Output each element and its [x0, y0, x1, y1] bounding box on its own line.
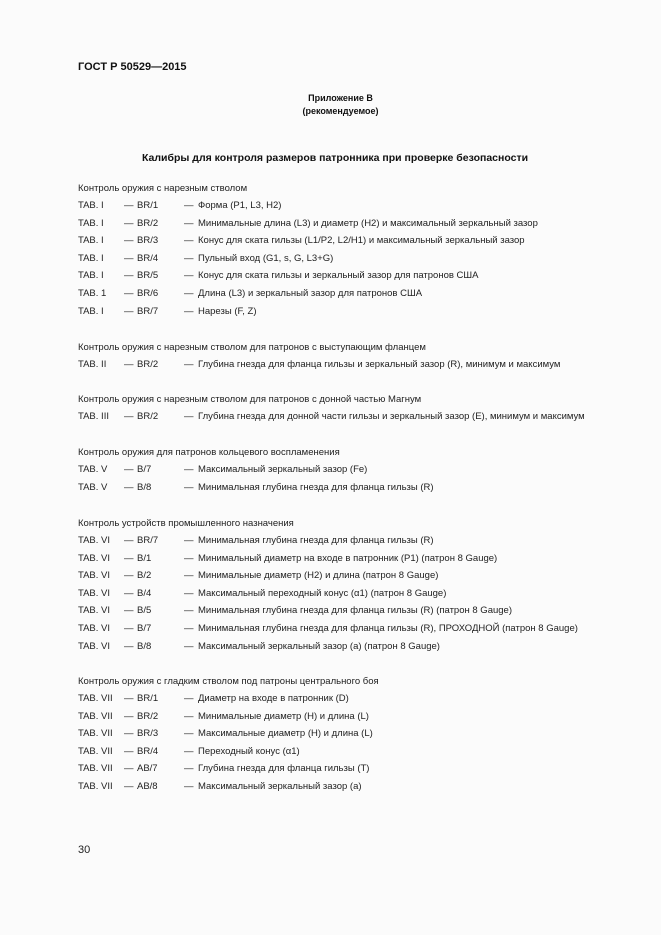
dash-separator: — [184, 745, 194, 757]
dash-separator: — [124, 640, 134, 652]
dash-separator: — [124, 710, 134, 722]
gauge-description: Максимальный переходный конус (α1) (патрон 8 Gauge) [198, 587, 447, 599]
section-heading: Контроль оружия с нарезным стволом [78, 183, 248, 194]
gauge-description: Диаметр на входе в патронник (D) [198, 693, 349, 704]
dash-separator: — [184, 411, 194, 422]
dash-separator: — [184, 570, 194, 582]
table-ref: TAB. V [78, 464, 108, 475]
gauge-code: BR/1 [137, 693, 159, 704]
dash-separator: — [124, 270, 134, 282]
gauge-code: B/2 [137, 570, 152, 582]
gauge-description: Конус для ската гильзы (L1/P2, L2/H1) и максимальный зеркальный зазор [198, 235, 525, 247]
gauge-code: BR/4 [137, 252, 159, 264]
dash-separator: — [184, 728, 194, 740]
document-title: Калибры для контроля размеров патронника при проверке безопасности [142, 152, 529, 164]
gauge-code: BR/1 [137, 200, 159, 211]
gauge-code: B/8 [137, 640, 152, 652]
appendix-title: Приложение В [308, 93, 373, 103]
table-ref: TAB. I [78, 217, 104, 229]
dash-separator: — [184, 693, 194, 704]
dash-separator: — [124, 745, 134, 757]
dash-separator: — [184, 552, 194, 564]
gauge-description: Переходный конус (α1) [198, 745, 300, 757]
dash-separator: — [124, 587, 134, 599]
table-ref: TAB. 1 [78, 288, 107, 299]
gauge-code: BR/6 [137, 288, 159, 299]
gauge-description: Нарезы (F, Z) [198, 305, 257, 317]
dash-separator: — [184, 288, 194, 299]
dash-separator: — [184, 359, 194, 370]
gauge-description: Минимальные длина (L3) и диаметр (H2) и максимальный зеркальный зазор [198, 217, 538, 229]
dash-separator: — [124, 693, 134, 704]
dash-separator: — [124, 605, 134, 617]
table-ref: TAB. VI [78, 587, 111, 599]
gauge-code: BR/3 [137, 728, 159, 740]
table-ref: TAB. V [78, 481, 108, 493]
table-ref: TAB. VI [78, 605, 111, 617]
section-heading: Контроль устройств промышленного назначения [78, 518, 294, 529]
dash-separator: — [124, 464, 134, 475]
dash-separator: — [124, 570, 134, 582]
table-ref: TAB. I [78, 200, 104, 211]
table-ref: TAB. I [78, 305, 104, 317]
gauge-code: B/5 [137, 605, 152, 617]
dash-separator: — [124, 411, 134, 422]
appendix-block [0, 92, 661, 118]
gauge-description: Минимальная глубина гнезда для фланца гильзы (R) (патрон 8 Gauge) [198, 605, 512, 617]
gauge-code: B/7 [137, 464, 152, 475]
table-ref: TAB. VII [78, 728, 113, 740]
dash-separator: — [184, 235, 194, 247]
dash-separator: — [184, 640, 194, 652]
dash-separator: — [184, 710, 194, 722]
dash-separator: — [184, 217, 194, 229]
gauge-description: Глубина гнезда для фланца гильзы и зеркальный зазор (R), минимум и максимум [198, 359, 561, 370]
dash-separator: — [184, 305, 194, 317]
table-ref: TAB. I [78, 235, 104, 247]
table-ref: TAB. II [78, 359, 107, 370]
gauge-description: Минимальные диаметр (H) и длина (L) [198, 710, 369, 722]
gauge-code: AB/8 [137, 781, 158, 792]
dash-separator: — [124, 535, 134, 546]
gauge-code: BR/5 [137, 270, 159, 282]
gauge-code: B/1 [137, 552, 152, 564]
table-ref: TAB. I [78, 252, 104, 264]
table-ref: TAB. VII [78, 745, 113, 757]
dash-separator: — [124, 217, 134, 229]
gauge-code: BR/2 [137, 710, 159, 722]
table-ref: TAB. III [78, 411, 109, 422]
gauge-description: Минимальная глубина гнезда для фланца гильзы (R) [198, 481, 434, 493]
section-heading: Контроль оружия с нарезным стволом для патронов с выступающим фланцем [78, 342, 426, 353]
dash-separator: — [184, 481, 194, 493]
gauge-description: Минимальная глубина гнезда для фланца гильзы (R), ПРОХОДНОЙ (патрон 8 Gauge) [198, 623, 578, 634]
gauge-description: Максимальный зеркальный зазор (a) (патрон 8 Gauge) [198, 640, 440, 652]
dash-separator: — [124, 728, 134, 740]
dash-separator: — [184, 200, 194, 211]
gauge-description: Длина (L3) и зеркальный зазор для патронов США [198, 288, 423, 299]
gauge-description: Максимальный зеркальный зазор (Fe) [198, 464, 368, 475]
gauge-description: Конус для ската гильзы и зеркальный зазор для патронов США [198, 270, 479, 282]
table-ref: TAB. VII [78, 693, 113, 704]
dash-separator: — [124, 252, 134, 264]
section-heading: Контроль оружия с нарезным стволом для патронов с донной частью Магнум [78, 394, 422, 405]
dash-separator: — [184, 623, 194, 634]
table-ref: TAB. VII [78, 710, 113, 722]
gauge-code: BR/7 [137, 305, 159, 317]
dash-separator: — [184, 464, 194, 475]
dash-separator: — [124, 235, 134, 247]
gauge-code: AB/7 [137, 763, 158, 775]
gauge-code: BR/7 [137, 535, 159, 546]
gauge-code: BR/3 [137, 235, 159, 247]
gauge-code: BR/2 [137, 359, 159, 370]
dash-separator: — [124, 763, 134, 775]
section-heading: Контроль оружия с гладким стволом под патроны центрального боя [78, 676, 379, 687]
gauge-code: B/8 [137, 481, 152, 493]
gauge-code: BR/4 [137, 745, 159, 757]
table-ref: TAB. VI [78, 570, 111, 582]
appendix-note: (рекомендуемое) [302, 106, 379, 116]
dash-separator: — [124, 200, 134, 211]
dash-separator: — [124, 288, 134, 299]
table-ref: TAB. VI [78, 552, 111, 564]
dash-separator: — [184, 587, 194, 599]
gauge-description: Минимальный диаметр на входе в патронник (P1) (патрон 8 Gauge) [198, 552, 498, 564]
table-ref: TAB. VI [78, 623, 111, 634]
page-number: 30 [78, 844, 91, 856]
gauge-description: Минимальная глубина гнезда для фланца гильзы (R) [198, 535, 434, 546]
dash-separator: — [124, 623, 134, 634]
dash-separator: — [184, 781, 194, 792]
table-ref: TAB. VI [78, 640, 111, 652]
gauge-description: Максимальный зеркальный зазор (a) [198, 781, 362, 792]
gauge-description: Максимальные диаметр (H) и длина (L) [198, 728, 373, 740]
dash-separator: — [184, 763, 194, 775]
dash-separator: — [124, 305, 134, 317]
section-heading: Контроль оружия для патронов кольцевого воспламенения [78, 447, 340, 458]
dash-separator: — [124, 481, 134, 493]
table-ref: TAB. VI [78, 535, 111, 546]
gauge-description: Глубина гнезда для донной части гильзы и зеркальный зазор (E), минимум и максимум [198, 411, 585, 422]
dash-separator: — [184, 605, 194, 617]
dash-separator: — [124, 781, 134, 792]
dash-separator: — [184, 535, 194, 546]
dash-separator: — [124, 359, 134, 370]
gauge-code: BR/2 [137, 411, 159, 422]
gauge-description: Глубина гнезда для фланца гильзы (T) [198, 763, 370, 775]
gauge-code: BR/2 [137, 217, 159, 229]
gauge-description: Минимальные диаметр (H2) и длина (патрон 8 Gauge) [198, 570, 439, 582]
gauge-description: Форма (P1, L3, H2) [198, 200, 282, 211]
gauge-code: B/4 [137, 587, 152, 599]
dash-separator: — [184, 270, 194, 282]
standard-number: ГОСТ Р 50529—2015 [78, 61, 187, 73]
dash-separator: — [184, 252, 194, 264]
gauge-description: Пульный вход (G1, s, G, L3+G) [198, 252, 334, 264]
gauge-code: B/7 [137, 623, 152, 634]
dash-separator: — [124, 552, 134, 564]
table-ref: TAB. I [78, 270, 104, 282]
table-ref: TAB. VII [78, 763, 113, 775]
table-ref: TAB. VII [78, 781, 113, 792]
